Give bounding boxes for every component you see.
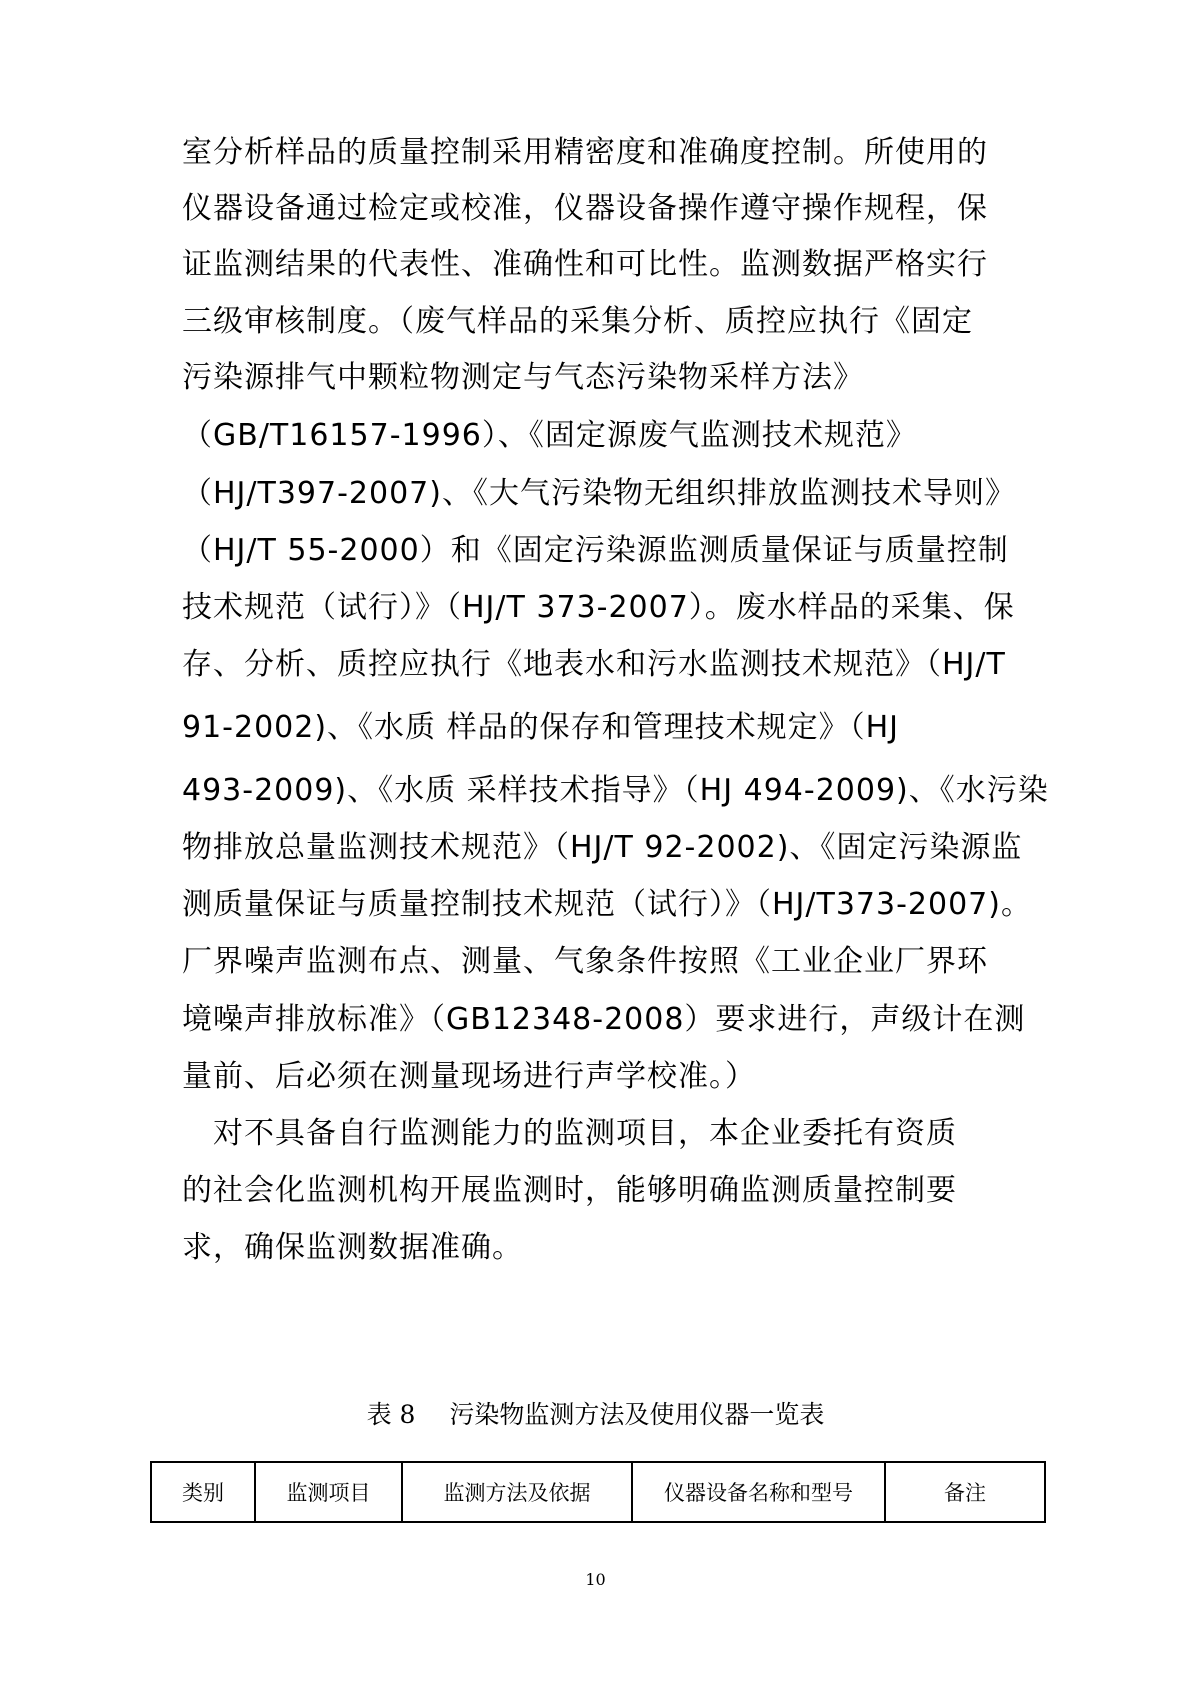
body-line: 求，确保监测数据准确。: [182, 1230, 523, 1265]
body-line: 测质量保证与质量控制技术规范（试行）》（HJ/T373-2007)。: [182, 887, 1032, 922]
body-line: 存、分析、质控应执行《地表水和污水监测技术规范》（HJ/T: [182, 647, 1006, 682]
body-line: 物排放总量监测技术规范》（HJ/T 92-2002)、《固定污染源监: [182, 830, 1023, 865]
monitoring-methods-table: [150, 1461, 1046, 1523]
body-line: 技术规范（试行）》（HJ/T 373-2007）。废水样品的采集、保: [182, 590, 1015, 625]
body-line: 三级审核制度。（废气样品的采集分析、质控应执行《固定: [182, 304, 973, 339]
body-line: （HJ/T 55-2000）和《固定污染源监测质量保证与质量控制: [182, 533, 1009, 568]
header-item: 监测项目: [255, 1462, 402, 1522]
body-line: 量前、后必须在测量现场进行声学校准。）: [182, 1059, 756, 1094]
table-caption: [0, 1398, 1191, 1432]
body-line: 污染源排气中颗粒物测定与气态污染物采样方法》: [182, 360, 864, 395]
header-category: 类别: [151, 1462, 255, 1522]
body-line: 仪器设备通过检定或校准，仪器设备操作遵守操作规程，保: [182, 191, 988, 226]
body-line: 境噪声排放标准》（GB12348-2008）要求进行，声级计在测: [182, 1002, 1026, 1037]
table-title: 污染物监测方法及使用仪器一览表: [449, 1400, 825, 1429]
table-number: 表 8: [366, 1400, 416, 1429]
body-line: （HJ/T397-2007)、《大气污染物无组织排放监测技术导则》: [182, 476, 1016, 511]
header-instrument: 仪器设备名称和型号: [632, 1462, 885, 1522]
body-line: 91-2002)、《水质 样品的保存和管理技术规定》（HJ: [182, 710, 899, 745]
body-line: 的社会化监测机构开展监测时，能够明确监测质量控制要: [182, 1173, 957, 1208]
header-remarks: 备注: [885, 1462, 1045, 1522]
body-line: （GB/T16157-1996）、《固定源废气监测技术规范》: [182, 418, 917, 453]
body-line: 493-2009)、《水质 采样技术指导》（HJ 494-2009)、《水污染: [182, 773, 1049, 808]
body-line: 对不具备自行监测能力的监测项目，本企业委托有资质: [182, 1116, 957, 1151]
body-line: 证监测结果的代表性、准确性和可比性。监测数据严格实行: [182, 247, 988, 282]
header-method: 监测方法及依据: [402, 1462, 632, 1522]
page-number: 10: [585, 1570, 606, 1589]
table-header-row: [151, 1462, 1045, 1522]
body-line: 室分析样品的质量控制采用精密度和准确度控制。所使用的: [182, 135, 988, 170]
body-line: 厂界噪声监测布点、测量、气象条件按照《工业企业厂界环: [182, 944, 988, 979]
